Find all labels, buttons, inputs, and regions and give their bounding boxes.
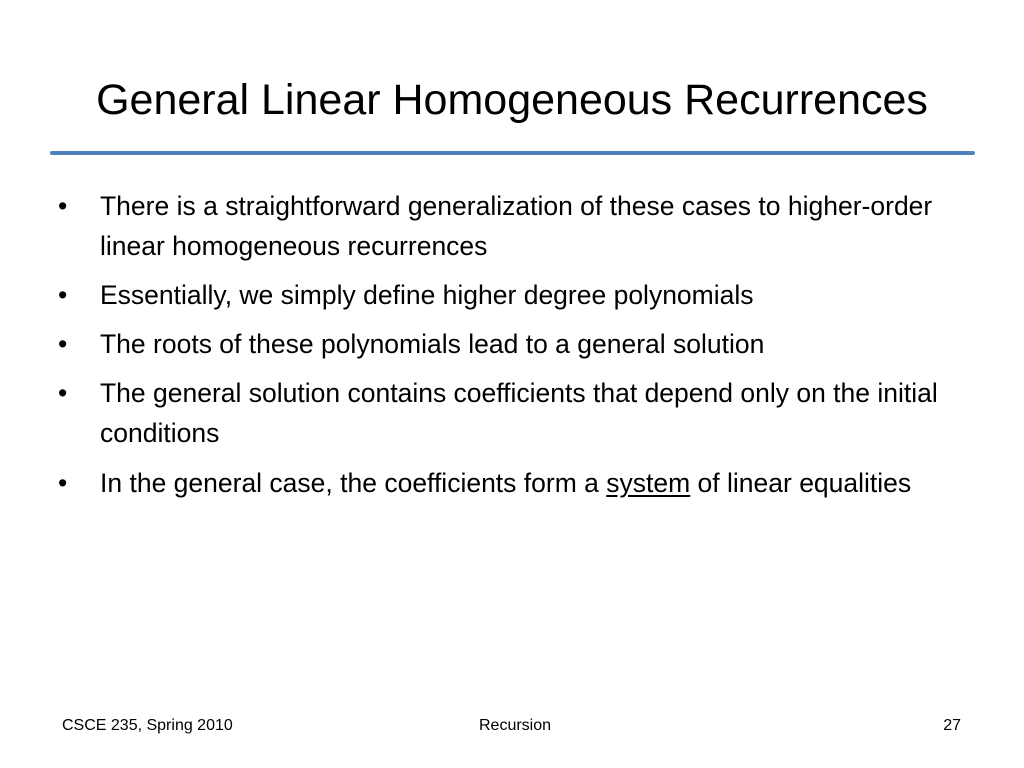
bullet-item	[58, 186, 978, 266]
bullet-text: The roots of these polynomials lead to a general solution	[100, 329, 765, 359]
footer-course: CSCE 235, Spring 2010	[62, 717, 233, 734]
bullet-text: Essentially, we simply define higher degree polynomials	[100, 280, 754, 310]
bullet-icon: •	[58, 280, 68, 310]
bullet-item	[58, 275, 978, 315]
slide-number: 27	[943, 717, 961, 734]
bullet-item	[58, 373, 978, 453]
underlined-term: system	[606, 468, 691, 498]
bullet-item	[58, 324, 978, 364]
bullet-text-before: In the general case, the coefficients form a	[100, 468, 607, 498]
title-divider	[50, 151, 975, 155]
slide-title: General Linear Homogeneous Recurrences	[96, 76, 928, 124]
bullet-icon: •	[58, 468, 68, 498]
bullet-text-after: of linear equalities	[690, 468, 912, 498]
bullet-text: There is a straightforward generalization of these cases to higher-order linear homogeneous recurrences	[100, 191, 933, 261]
bullet-list	[58, 186, 978, 517]
bullet-icon: •	[58, 378, 68, 408]
bullet-item	[58, 458, 978, 508]
footer-topic: Recursion	[478, 717, 552, 734]
bullet-icon: •	[58, 191, 68, 221]
bullet-text: The general solution contains coefficients that depend only on the initial conditions	[100, 378, 938, 448]
bullet-icon: •	[58, 329, 68, 359]
